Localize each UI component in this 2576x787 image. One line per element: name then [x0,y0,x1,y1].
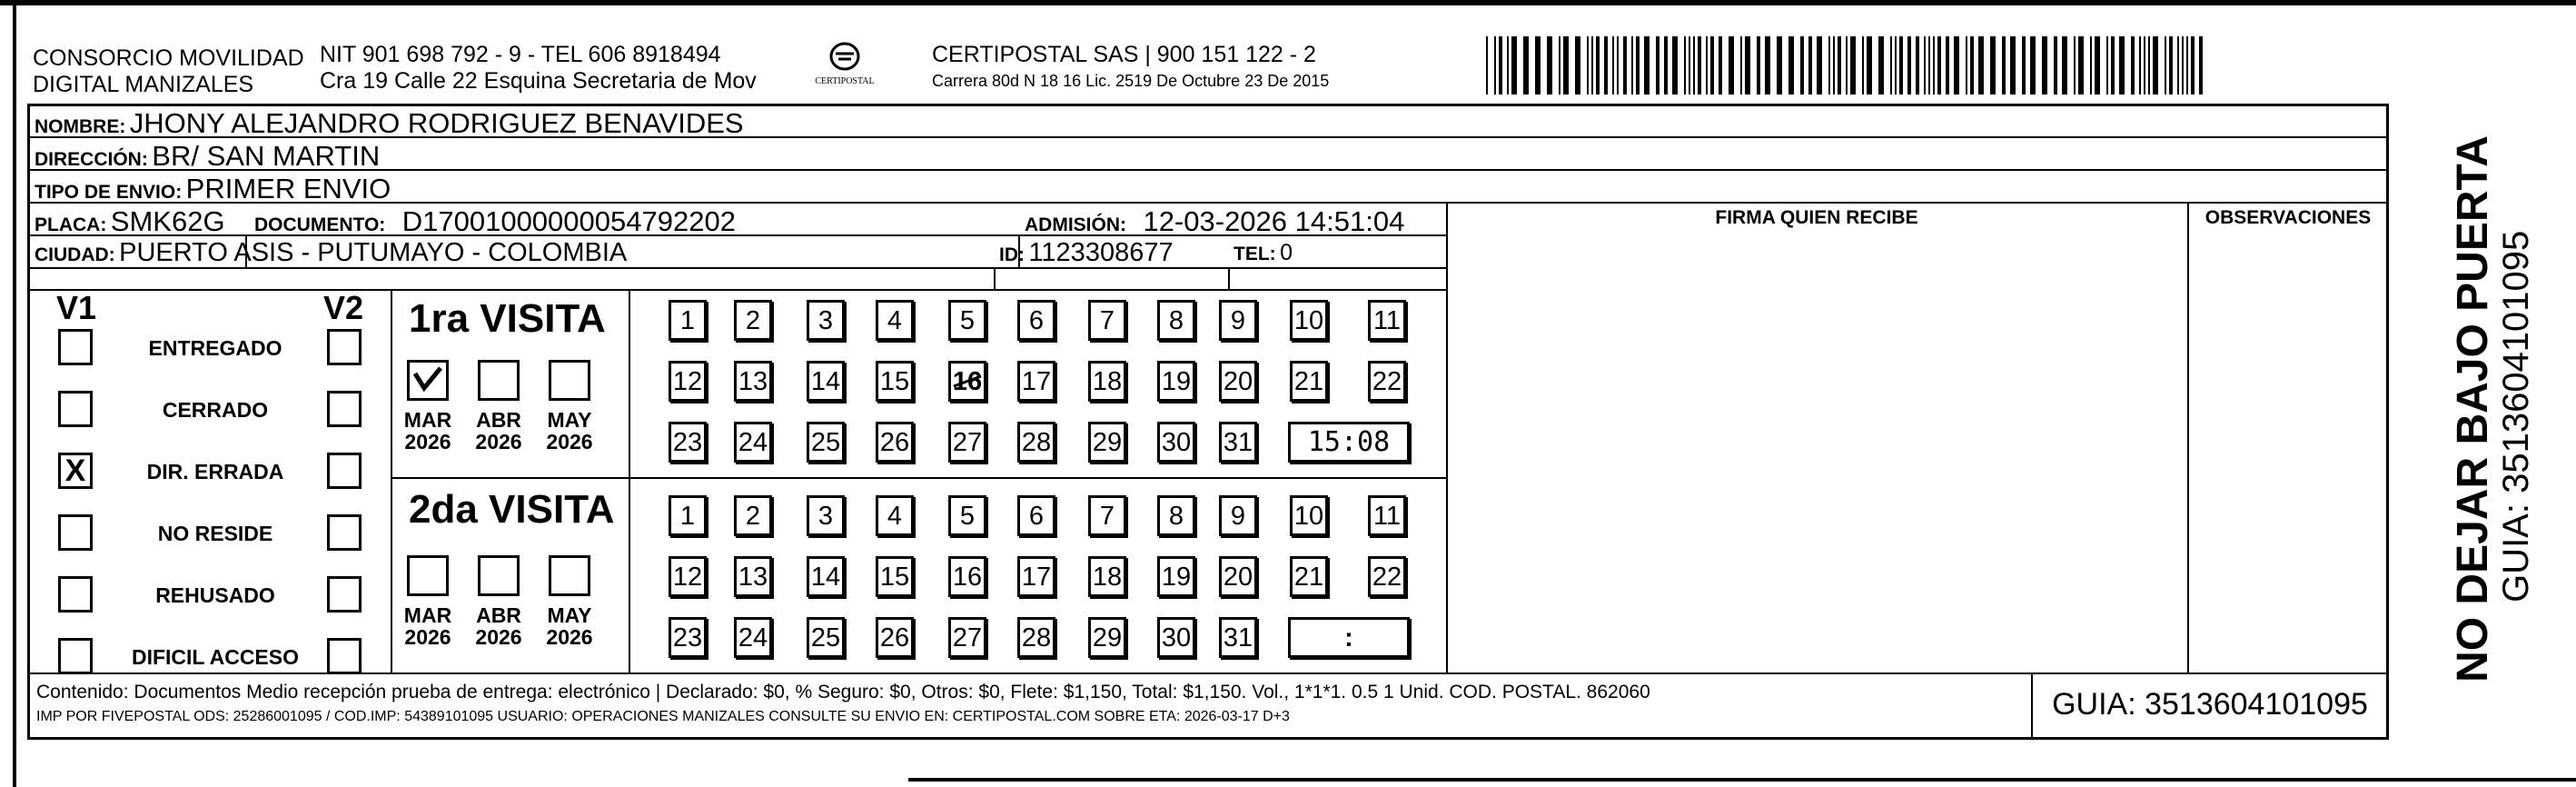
nombre-value: JHONY ALEJANDRO RODRIGUEZ BENAVIDES [129,107,744,139]
calendar-day[interactable]: 27 [948,617,986,658]
calendar-day[interactable]: 29 [1088,617,1126,658]
nombre-row [35,107,744,140]
barcode-bar [2010,36,2016,95]
barcode-bar [2165,36,2166,95]
calendar-day[interactable]: 21 [1290,556,1328,597]
barcode-bar [1788,36,1794,95]
month-label [538,409,601,453]
v1-header: V1 [56,289,97,326]
barcode-bar [2139,36,2141,95]
v1-checkbox[interactable] [58,391,93,427]
side-guia: GUIA: 3513604101095 [2496,230,2536,603]
barcode-bar [1710,36,1714,95]
calendar-day[interactable]: 13 [734,556,772,597]
barcode-bar [1698,36,1701,95]
calendar-day[interactable]: 25 [807,617,845,658]
status-option-label: DIR. ERRADA [146,460,284,483]
barcode-bar [1838,36,1841,95]
barcode-bar [1719,36,1722,95]
id-value: 1123308677 [1028,238,1174,267]
barcode-bar [2111,36,2115,95]
calendar-day[interactable]: 2 [734,495,772,536]
calendar-day[interactable]: 1 [669,495,707,536]
month-year: 2026 [546,430,593,453]
calendar-day[interactable]: 9 [1219,495,1257,536]
month-label [396,604,460,648]
barcode-bar [1631,36,1633,95]
barcode-bar [2095,36,2100,95]
scan-edge-left [13,0,16,787]
day-strike-mark [953,375,981,388]
admision-label: ADMISIÓN: [1025,214,1126,235]
barcode-bar [1575,36,1580,95]
month-name: MAR [403,603,452,627]
calendar-day[interactable]: 31 [1219,422,1257,463]
calendar-day[interactable]: 12 [669,361,707,402]
barcode-bar [1966,36,1967,95]
barcode-bar [1664,36,1668,95]
calendar-day[interactable]: 7 [1088,495,1126,536]
barcode-bar [1706,36,1708,95]
placa-value: SMK62G [110,205,225,237]
month-checkbox[interactable] [407,555,449,596]
footer-info [36,682,1650,725]
calendar-day[interactable]: 11 [1368,495,1406,536]
calendar-day[interactable]: 3 [807,300,845,341]
courier-info [932,42,1329,91]
barcode-bar [1604,36,1608,95]
calendar-day[interactable]: 7 [1088,300,1126,341]
barcode-bar [2153,36,2158,95]
admision-value: 12-03-2026 14:51:04 [1143,205,1405,237]
barcode-bar [2002,36,2006,95]
month-name: MAR [403,408,452,432]
barcode-bar [2090,36,2092,95]
month-year: 2026 [404,625,451,649]
barcode-bar [1954,36,1959,95]
calendar-day[interactable]: 8 [1157,300,1195,341]
calendar-day[interactable]: 29 [1088,422,1126,463]
calendar-day[interactable]: 23 [669,422,707,463]
barcode-bar [1617,36,1619,95]
barcode-bar [1644,36,1650,95]
barcode-bar [2062,36,2067,95]
courier-line2: Carrera 80d N 18 16 Lic. 2519 De Octubre 23 De 2015 [932,72,1330,90]
barcode-bar [1924,36,1926,95]
side-notice [2451,135,2536,682]
barcode-bar [1970,36,1974,95]
calendar-day[interactable]: 28 [1017,422,1055,463]
barcode-bar [1899,36,1903,95]
barcode-bar [2186,36,2188,95]
barcode-bar [2131,36,2135,95]
barcode-bar [1846,36,1848,95]
barcode-bar [1937,36,1941,95]
footer-line1: Contenido: Documentos Medio recepción prueba de entrega: electrónico | Declarado: $0, % Seguro: $0, Otros: $0, Flete: $1,150, Total: $1,150. Vol., 1*1*1. 0.5 1 Unid. COD. POSTAL. 862060 [36,682,1650,702]
calendar-day[interactable]: 26 [876,422,914,463]
ciudad-label: CIUDAD: [35,244,115,265]
calendar-day[interactable]: 17 [1017,556,1055,597]
month-year: 2026 [546,625,593,649]
logo-text: CERTIPOSTAL [815,76,875,86]
barcode-bar [1499,36,1502,95]
placa-label: PLACA: [35,214,107,235]
barcode-bar [1623,36,1627,95]
calendar-day[interactable]: 22 [1368,556,1406,597]
company-name [33,45,304,98]
calendar-day[interactable]: 23 [669,617,707,658]
calendar-day[interactable]: 18 [1088,361,1126,402]
calendar-day[interactable]: 10 [1290,300,1328,341]
status-option-label: ENTREGADO [148,336,282,360]
side-warning: NO DEJAR BAJO PUERTA [2449,135,2497,682]
barcode [1486,36,2209,95]
barcode-bar [1494,36,1496,95]
status-option-label: CERRADO [162,398,269,422]
barcode-bar [1656,36,1660,95]
first-visit-title: 1ra VISITA [409,296,606,341]
calendar-day[interactable]: 8 [1157,495,1195,536]
calendar-day[interactable]: 25 [807,422,845,463]
tel-value: 0 [1280,240,1293,265]
month-label [396,409,460,453]
barcode-bar [1808,36,1812,95]
ciudad-cell [35,238,627,268]
calendar-day[interactable]: 24 [734,617,772,658]
v2-checkbox[interactable] [327,638,362,674]
barcode-bar [1612,36,1614,95]
calendar-day[interactable]: 30 [1157,617,1195,658]
tel-label: TEL: [1234,244,1276,264]
calendar-day[interactable]: 17 [1017,361,1055,402]
scan-edge-bottom [908,778,2576,782]
barcode-bar [1867,36,1872,95]
barcode-bar [1878,36,1884,95]
barcode-bar [2182,36,2184,95]
barcode-bar [1757,36,1760,95]
barcode-bar [2106,36,2108,95]
observaciones-header: OBSERVACIONES [2204,207,2372,228]
barcode-bar [1684,36,1686,95]
month-check-icon [410,363,446,399]
barcode-bar [1890,36,1892,95]
time-box[interactable]: : [1288,617,1410,658]
barcode-bar [1946,36,1949,95]
barcode-bar [1689,36,1690,95]
calendar-day[interactable]: 20 [1219,556,1257,597]
month-checkbox[interactable] [407,360,449,401]
barcode-bar [1895,36,1897,95]
logo-icon [827,41,863,72]
month-checkbox[interactable] [549,555,590,596]
direccion-row [35,140,380,173]
month-checkbox[interactable] [549,360,590,401]
barcode-bar [1828,36,1830,95]
documento-cell [254,205,736,238]
month-year: 2026 [475,430,522,453]
barcode-bar [2199,36,2203,95]
calendar-day[interactable]: 18 [1088,556,1126,597]
tipo-label: TIPO DE ENVIO: [35,182,183,203]
calendar-day[interactable]: 4 [876,300,914,341]
barcode-bar [1862,36,1864,95]
documento-value: D17001000000054792202 [401,205,736,237]
status-option-label: NO RESIDE [157,522,273,545]
v2-checkbox[interactable] [327,391,362,427]
calendar-day[interactable]: 9 [1219,300,1257,341]
v2-checkbox[interactable] [327,514,362,551]
barcode-bar [2078,36,2084,95]
barcode-bar [1672,36,1678,95]
barcode-bar [1990,36,1996,95]
barcode-bar [2022,36,2026,95]
v1-checkbox[interactable] [58,576,93,613]
calendar-day[interactable]: 11 [1368,300,1406,341]
barcode-bar [2169,36,2173,95]
month-label [467,604,530,648]
courier-line1: CERTIPOSTAL SAS | 900 151 122 - 2 [932,42,1316,67]
month-checkbox[interactable] [478,555,520,596]
company-line2: DIGITAL MANIZALES [33,72,254,97]
calendar-day[interactable]: 24 [734,422,772,463]
barcode-bar [1547,36,1552,95]
calendar-day[interactable]: 6 [1017,495,1055,536]
month-year: 2026 [475,625,522,649]
month-label [467,409,530,453]
calendar-day[interactable]: 2 [734,300,772,341]
direccion-label: DIRECCIÓN: [35,149,148,170]
barcode-bar [2191,36,2195,95]
month-label [538,604,601,648]
v1-check-mark: X [64,453,86,488]
barcode-bar [1817,36,1822,95]
time-box[interactable]: 15:08 [1288,422,1410,463]
v2-header: V2 [323,289,364,326]
ciudad-value: PUERTO ASIS - PUTUMAYO - COLOMBIA [119,238,628,267]
id-label: ID: [999,244,1025,265]
company-line1: CONSORCIO MOVILIDAD [33,45,304,71]
barcode-bar [1693,36,1695,95]
tipo-row [35,173,391,205]
firma-header: FIRMA QUIEN RECIBE [1715,207,1918,228]
barcode-bar [1933,36,1935,95]
footer-guia: GUIA: 3513604101095 [2052,687,2368,722]
admision-cell [1025,205,1404,238]
calendar-day[interactable]: 1 [669,300,707,341]
calendar-day[interactable]: 16 [948,556,986,597]
barcode-bar [2042,36,2047,95]
barcode-bar [2148,36,2150,95]
barcode-bar [2074,36,2076,95]
second-visit-title: 2da VISITA [409,487,615,532]
barcode-bar [1486,36,1488,95]
barcode-bar [1907,36,1911,95]
calendar-day[interactable]: 15 [876,361,914,402]
calendar-day[interactable]: 10 [1290,495,1328,536]
calendar-day[interactable]: 28 [1017,617,1055,658]
id-cell [999,238,1174,268]
v1-checkbox[interactable] [58,329,93,365]
calendar-day[interactable]: 6 [1017,300,1055,341]
barcode-bar [1559,36,1560,95]
month-name: MAY [547,603,592,627]
certipostal-logo [813,41,877,86]
barcode-bar [1916,36,1919,95]
calendar-day[interactable]: 5 [948,495,986,536]
v1-checkbox[interactable] [58,514,93,551]
calendar-day[interactable]: 21 [1290,361,1328,402]
barcode-bar [1850,36,1856,95]
barcode-bar [1928,36,1930,95]
calendar-day[interactable]: 14 [807,361,845,402]
barcode-bar [1777,36,1782,95]
direccion-value: BR/ SAN MARTIN [152,140,381,172]
barcode-bar [1523,36,1529,95]
barcode-bar [1591,36,1593,95]
calendar-day[interactable]: 31 [1219,617,1257,658]
month-year: 2026 [404,430,451,453]
calendar-day[interactable]: 26 [876,617,914,658]
v1-checkbox[interactable] [58,638,93,674]
barcode-bar [1765,36,1770,95]
calendar-day[interactable]: 3 [807,495,845,536]
barcode-bar [1511,36,1517,95]
calendar-day[interactable]: 20 [1219,361,1257,402]
barcode-bar [2030,36,2036,95]
tel-cell [1234,240,1293,266]
calendar-day[interactable]: 15 [876,556,914,597]
v2-checkbox[interactable] [327,329,362,365]
barcode-bar [2119,36,2125,95]
scan-edge-top [0,0,2576,5]
calendar-day[interactable]: 19 [1157,556,1195,597]
footer-line2: IMP POR FIVEPOSTAL ODS: 25286001095 / COD.IMP: 54389101095 USUARIO: OPERACIONES MANIZALES CONSULTE SU ENVIO EN: CERTIPOSTAL.COM SOBRE ETA: 2026-03-17 D+3 [36,709,1290,724]
month-checkbox[interactable] [478,360,520,401]
calendar-day[interactable]: 4 [876,495,914,536]
barcode-bar [1507,36,1509,95]
calendar-day[interactable]: 13 [734,361,772,402]
barcode-bar [1800,36,1804,95]
barcode-bar [1740,36,1742,95]
calendar-day[interactable]: 16 [948,361,986,402]
barcode-bar [1833,36,1835,95]
v2-checkbox[interactable] [327,453,362,489]
calendar-day[interactable]: 14 [807,556,845,597]
company-contact [320,42,757,95]
calendar-day[interactable]: 27 [948,422,986,463]
barcode-bar [2144,36,2145,95]
nombre-label: NOMBRE: [35,116,126,137]
barcode-bar [1636,36,1640,95]
barcode-bar [1535,36,1541,95]
calendar-day[interactable]: 22 [1368,361,1406,402]
placa-cell [35,205,225,238]
calendar-day[interactable]: 12 [669,556,707,597]
status-option-label: DIFICIL ACCESO [131,645,299,669]
barcode-bar [1729,36,1734,95]
barcode-bar [1745,36,1750,95]
calendar-day[interactable]: 30 [1157,422,1195,463]
barcode-bar [1563,36,1569,95]
month-name: MAY [547,408,592,432]
nit-line: NIT 901 698 792 - 9 - TEL 606 8918494 [320,42,721,67]
address-line: Cra 19 Calle 22 Esquina Secretaria de Mov [320,68,757,94]
documento-label: DOCUMENTO: [254,214,386,235]
month-name: ABR [476,603,521,627]
status-option-label: REHUSADO [155,583,275,607]
barcode-bar [2054,36,2057,95]
barcode-bar [2177,36,2179,95]
month-name: ABR [476,408,521,432]
barcode-bar [1978,36,1984,95]
barcode-bar [1596,36,1600,95]
tipo-value: PRIMER ENVIO [185,173,391,204]
barcode-bar [1587,36,1589,95]
v1-checkbox[interactable] [58,453,93,489]
calendar-day[interactable]: 19 [1157,361,1195,402]
calendar-day[interactable]: 5 [948,300,986,341]
v2-checkbox[interactable] [327,576,362,613]
